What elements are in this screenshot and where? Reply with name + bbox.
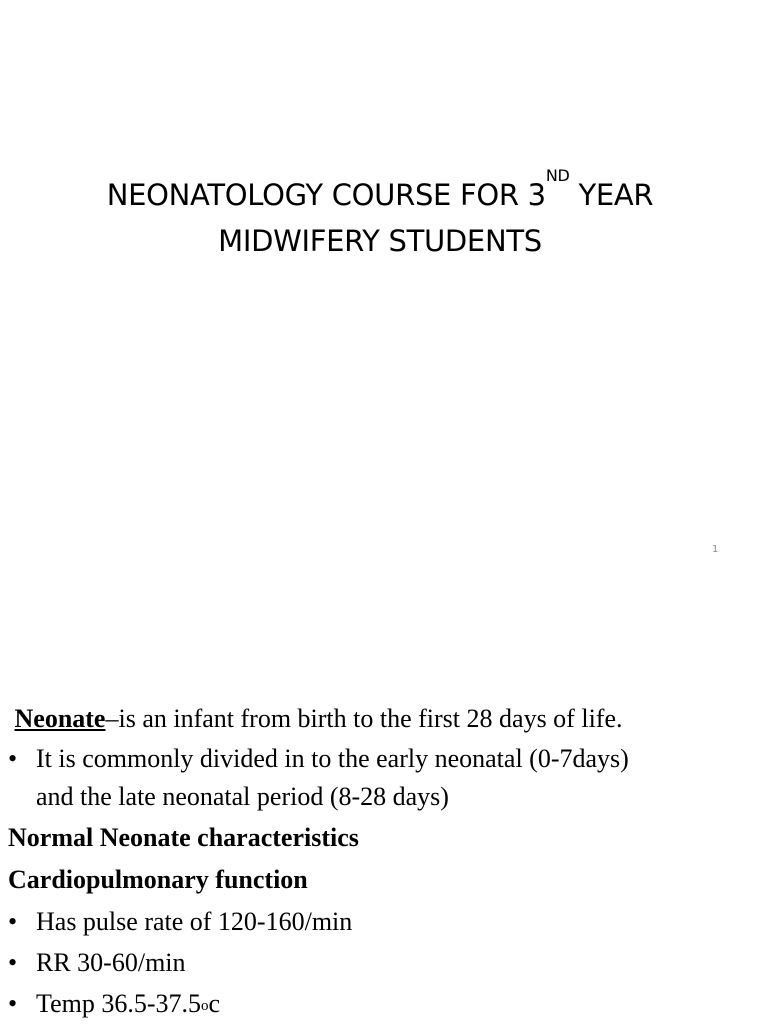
bullet-text-line-1: It is commonly divided in to the early neonatal (0-7days) — [36, 744, 629, 773]
bullet-icon: • — [8, 989, 18, 1018]
title-line-1-main: NEONATOLOGY COURSE FOR 3 — [106, 178, 546, 212]
degree-superscript: o — [201, 998, 209, 1014]
subsection-heading: Cardiopulmonary function — [8, 865, 308, 894]
bullet-icon: • — [8, 744, 18, 773]
bullet-text-line-2: and the late neonatal period (8-28 days) — [36, 782, 449, 811]
slide-title-line-1 — [0, 166, 760, 218]
slide-body — [8, 700, 748, 1026]
title-line-1-end: YEAR — [569, 178, 654, 212]
list-item — [8, 985, 748, 1023]
bullet-icon: • — [8, 948, 18, 977]
bullet-text — [36, 989, 220, 1018]
slide-title — [0, 166, 760, 264]
list-item — [8, 740, 748, 816]
slide-title-line-2: MIDWIFERY STUDENTS — [218, 224, 542, 258]
bullet-text: RR 30-60/min — [36, 948, 186, 977]
definition-term: Neonate — [14, 704, 106, 733]
temperature-unit: c — [208, 989, 221, 1018]
bullet-icon: • — [8, 907, 18, 936]
list-item — [8, 944, 748, 982]
content-slide — [0, 640, 768, 1024]
slide-number: 1 — [712, 544, 719, 555]
temperature-range: Temp 36.5-37.5 — [36, 989, 201, 1018]
title-ordinal-superscript: ND — [545, 166, 570, 185]
bullet-text: Has pulse rate of 120-160/min — [36, 907, 353, 936]
list-item — [8, 903, 748, 941]
definition-paragraph — [8, 700, 748, 738]
definition-text: –is an infant from birth to the first 28 days of life. — [105, 704, 623, 733]
section-heading: Normal Neonate characteristics — [8, 823, 359, 852]
